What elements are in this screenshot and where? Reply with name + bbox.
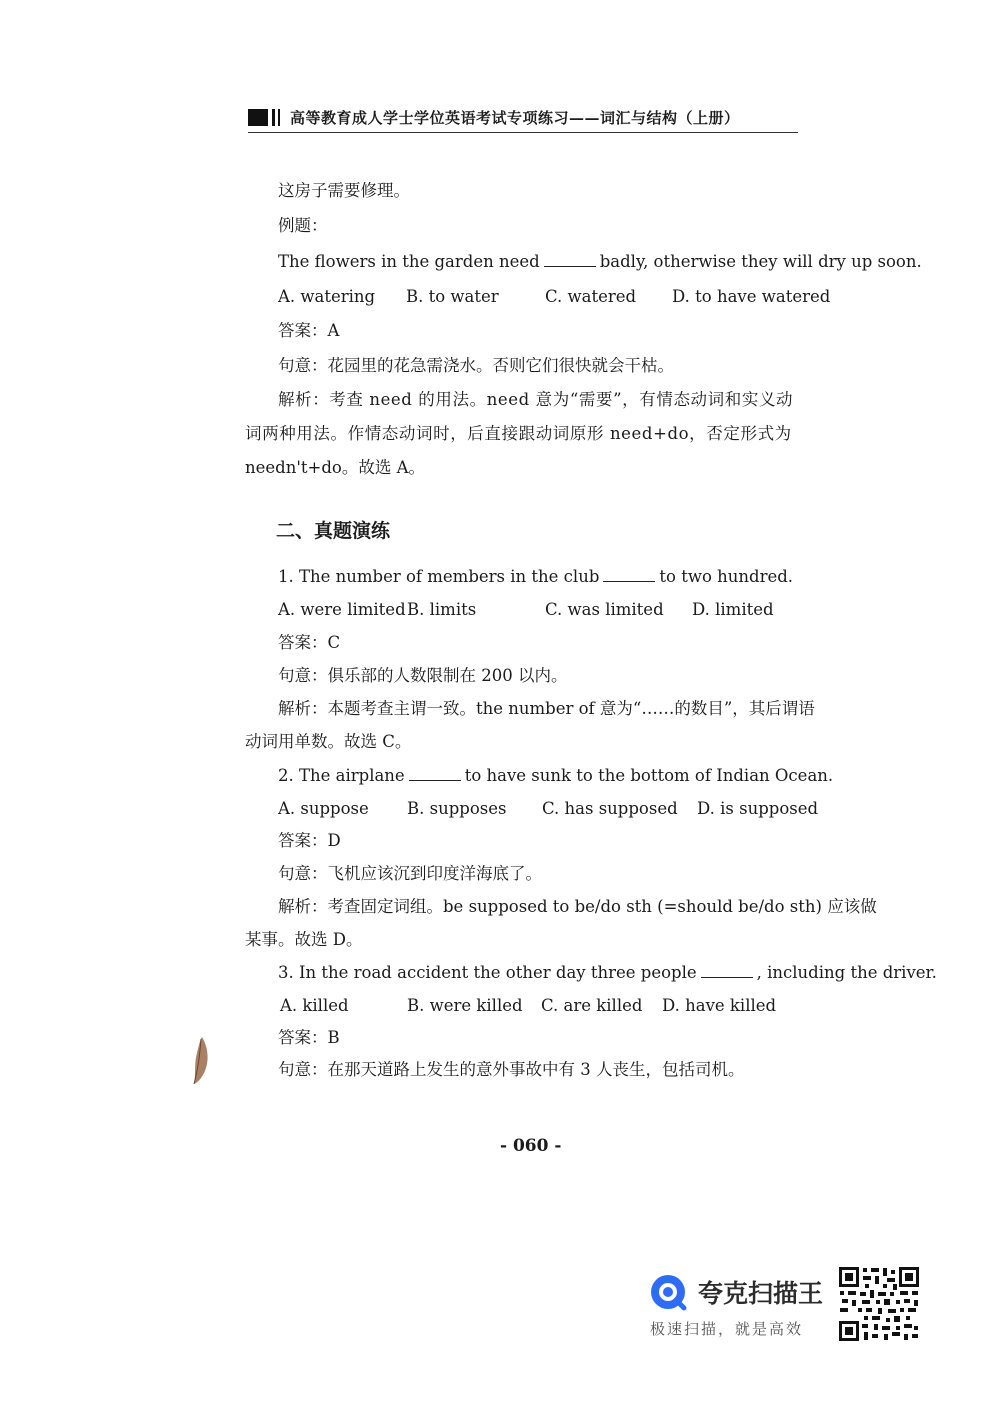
question-1-stem-before: 1. The number of members in the club xyxy=(278,567,600,586)
header-bar-icon xyxy=(272,109,275,126)
question-3-stem-before: 3. In the road accident the other day three people xyxy=(278,963,697,982)
header-thin-bar-icon xyxy=(278,109,280,126)
example-analysis-1: 解析：考查 need 的用法。need 意为“需要”，有情态动词和实义动 xyxy=(278,390,794,409)
example-answer: 答案：A xyxy=(278,321,340,340)
running-header xyxy=(248,106,798,133)
answer-blank xyxy=(603,567,655,582)
question-2-option-c: C. has supposed xyxy=(542,799,678,818)
brand-slogan: 极速扫描，就是高效 xyxy=(650,1320,804,1338)
intro-line: 这房子需要修理。 xyxy=(278,181,410,200)
question-3-stem-after: , including the driver. xyxy=(756,963,937,982)
question-1-meaning: 句意：俱乐部的人数限制在 200 以内。 xyxy=(278,666,568,685)
question-2-stem-before: 2. The airplane xyxy=(278,766,405,785)
question-1-answer: 答案：C xyxy=(278,633,341,652)
example-analysis-3: needn't+do。故选 A。 xyxy=(245,458,425,477)
example-option-b: B. to water xyxy=(406,287,499,306)
answer-blank xyxy=(409,766,461,781)
example-analysis-2: 词两种用法。作情态动词时，后直接跟动词原形 need+do，否定形式为 xyxy=(245,424,792,443)
question-2-stem-after: to have sunk to the bottom of Indian Ocean. xyxy=(464,766,834,785)
header-title: 高等教育成人学士学位英语考试专项练习——词汇与结构（上册） xyxy=(290,109,740,127)
question-3-stem xyxy=(278,962,937,984)
example-stem-before: The flowers in the garden need xyxy=(278,252,540,271)
example-label: 例题： xyxy=(278,216,328,235)
quark-logo-icon xyxy=(648,1272,688,1312)
question-3-option-d: D. have killed xyxy=(662,996,777,1015)
answer-blank xyxy=(544,252,596,267)
question-2-meaning: 句意：飞机应该沉到印度洋海底了。 xyxy=(278,864,542,883)
question-1-stem xyxy=(278,566,793,588)
question-2-option-d: D. is supposed xyxy=(697,799,819,818)
question-2-answer: 答案：D xyxy=(278,831,341,850)
question-1-option-d: D. limited xyxy=(692,600,774,619)
example-stem xyxy=(278,251,922,273)
question-2-option-a: A. suppose xyxy=(278,799,369,818)
question-3-meaning: 句意：在那天道路上发生的意外事故中有 3 人丧生，包括司机。 xyxy=(278,1060,745,1079)
question-2-option-b: B. supposes xyxy=(407,799,507,818)
question-3-option-c: C. are killed xyxy=(541,996,643,1015)
brand-name: 夸克扫描王 xyxy=(698,1279,824,1308)
question-3-answer: 答案：B xyxy=(278,1028,340,1047)
header-block-icon xyxy=(248,109,268,126)
section-title: 二、真题演练 xyxy=(276,520,391,542)
question-1-option-b: B. limits xyxy=(407,600,477,619)
example-option-a: A. watering xyxy=(278,287,376,306)
question-2-analysis-1: 解析：考查固定词组。be supposed to be/do sth (=should be/do sth) 应该做 xyxy=(278,897,877,916)
qr-code-icon xyxy=(838,1266,920,1342)
question-3-option-b: B. were killed xyxy=(407,996,523,1015)
question-2-stem xyxy=(278,765,833,787)
leaf-stain-icon xyxy=(190,1035,212,1085)
page-number: - 060 - xyxy=(500,1136,562,1156)
example-option-c: C. watered xyxy=(545,287,637,306)
question-1-option-a: A. were limited xyxy=(278,600,406,619)
question-3-option-a: A. killed xyxy=(280,996,349,1015)
question-1-stem-after: to two hundred. xyxy=(659,567,794,586)
example-stem-after: badly, otherwise they will dry up soon. xyxy=(599,252,922,271)
question-1-option-c: C. was limited xyxy=(545,600,664,619)
question-1-analysis-1: 解析：本题考查主谓一致。the number of 意为“……的数目”，其后谓语 xyxy=(278,699,815,718)
answer-blank xyxy=(701,963,753,978)
question-1-analysis-2: 动词用单数。故选 C。 xyxy=(245,732,412,751)
question-2-analysis-2: 某事。故选 D。 xyxy=(245,930,363,949)
example-meaning: 句意：花园里的花急需浇水。否则它们很快就会干枯。 xyxy=(278,356,674,375)
scanner-watermark xyxy=(648,1268,838,1338)
example-option-d: D. to have watered xyxy=(672,287,831,306)
